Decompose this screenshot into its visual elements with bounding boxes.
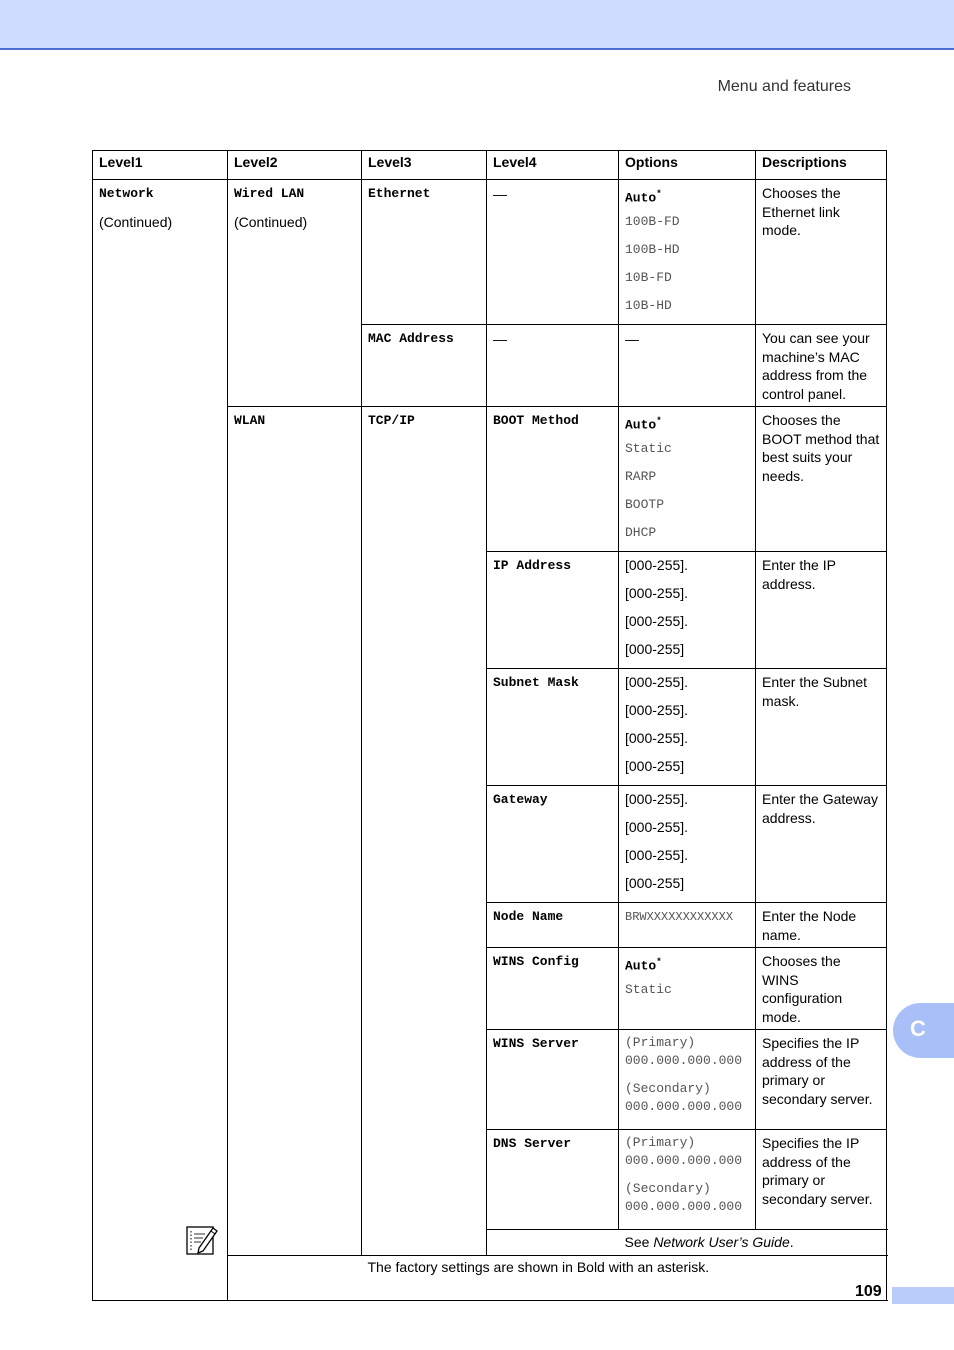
option-range: [000-255]. [625,702,689,718]
option-default: Auto* [625,416,662,433]
section-tab-c [893,1003,954,1058]
level3-ethernet: Ethernet [368,186,431,201]
primary-label: (Primary) [625,1135,696,1150]
wins-server-options-cell [619,1030,756,1130]
note-pencil-icon [185,1222,219,1256]
secondary-value: 000.000.000.000 [625,1099,743,1114]
level4-node-name: Node Name [493,909,564,924]
level4-wins-server: WINS Server [493,1036,579,1051]
level3-tcpip: TCP/IP [368,413,415,428]
level4-dash: — [493,331,507,347]
level4-wins-config: WINS Config [493,954,579,969]
level4-dns-server-cell [487,1130,619,1230]
page-number-bar [892,1287,954,1304]
table-header-row [93,151,887,180]
secondary-label: (Secondary) [625,1081,711,1096]
level2-wlan-cell [228,407,362,1256]
wins-config-description: Chooses the WINS configuration mode. [756,948,887,1030]
level4-subnet-mask: Subnet Mask [493,675,579,690]
level4-ip-cell [487,552,619,669]
option-range: [000-255]. [625,847,689,863]
section-tab-label: C [910,1016,926,1041]
option-item: BRWXXXXXXXXXXXX [625,910,734,924]
secondary-label: (Secondary) [625,1181,711,1196]
header-level1: Level1 [93,151,228,180]
header-level4: Level4 [487,151,619,180]
level3-mac-address: MAC Address [368,331,454,346]
level4-ip-address: IP Address [493,558,572,573]
boot-options-cell [619,407,756,552]
option-default: Auto* [625,957,662,974]
level4-boot-method: BOOT Method [493,413,579,428]
level4-gateway-cell [487,786,619,903]
option-range: [000-255] [625,641,685,657]
header-options: Options [619,151,756,180]
ethernet-description: Chooses the Ethernet link mode. [756,180,887,325]
menu-table [92,150,887,1301]
header-descriptions: Descriptions [756,151,887,180]
level1-cell [93,180,228,1301]
option-item: RARP [625,469,657,484]
wins-server-description: Specifies the IP address of the primary or secondary server. [756,1030,887,1130]
option-item: 10B-HD [625,298,672,313]
level2-wired-lan: Wired LAN [234,186,305,201]
option-default: Auto* [625,189,662,206]
header-level2: Level2 [228,151,362,180]
option-range: [000-255]. [625,557,689,573]
option-item: 10B-FD [625,270,672,285]
primary-label: (Primary) [625,1035,696,1050]
level4-boot-cell [487,407,619,552]
node-description: Enter the Node name. [756,903,887,948]
secondary-value: 000.000.000.000 [625,1199,743,1214]
level4-dns-server: DNS Server [493,1136,572,1151]
subnet-options-cell [619,669,756,786]
boot-description: Chooses the BOOT method that best suits your needs. [756,407,887,552]
page-number: 109 [855,1283,882,1300]
dns-server-options-cell [619,1130,756,1230]
mac-description: You can see your machine’s MAC address from the control panel. [756,325,887,407]
option-range: [000-255] [625,758,685,774]
wins-config-options-cell [619,948,756,1030]
option-range: [000-255]. [625,674,689,690]
page-header-title: Menu and features [717,78,851,95]
option-item: 100B-FD [625,214,680,229]
option-range: [000-255] [625,875,685,891]
guide-title: Network User’s Guide [653,1234,790,1250]
level4-subnet-cell [487,669,619,786]
level1-network: Network [99,186,154,201]
top-banner [0,0,954,50]
option-item: DHCP [625,525,657,540]
level4-mac-cell [487,325,619,407]
level4-ethernet-cell [487,180,619,325]
header-level3: Level3 [362,151,487,180]
option-item: 100B-HD [625,242,680,257]
footnote-see: See Network User’s Guide. [619,1230,887,1256]
level4-gateway: Gateway [493,792,548,807]
level3-tcpip-cell [362,407,487,1256]
level4-dash: — [493,186,507,202]
option-range: [000-255]. [625,585,689,601]
gateway-options-cell [619,786,756,903]
subnet-description: Enter the Subnet mask. [756,669,887,786]
level3-ethernet-cell [362,180,487,325]
level4-wins-config-cell [487,948,619,1030]
primary-value: 000.000.000.000 [625,1153,743,1168]
table-row [93,180,887,325]
level4-node-cell [487,903,619,948]
ip-description: Enter the IP address. [756,552,887,669]
footnote-factory: The factory settings are shown in Bold with an asterisk. [362,1256,887,1301]
option-range: [000-255]. [625,819,689,835]
level3-mac-cell [362,325,487,407]
level2-wired-cell [228,180,362,407]
mac-options-cell [619,325,756,407]
option-range: [000-255]. [625,730,689,746]
level2-continued: (Continued) [234,214,308,230]
level1-continued: (Continued) [99,214,173,230]
option-range: [000-255]. [625,791,689,807]
option-range: [000-255]. [625,613,689,629]
option-item: Static [625,982,672,997]
level4-wins-server-cell [487,1030,619,1130]
level2-wlan: WLAN [234,413,266,428]
ip-options-cell [619,552,756,669]
gateway-description: Enter the Gateway address. [756,786,887,903]
ethernet-options-cell [619,180,756,325]
option-dash: — [625,331,639,347]
primary-value: 000.000.000.000 [625,1053,743,1068]
dns-server-description: Specifies the IP address of the primary or secondary server. [756,1130,887,1230]
option-item: Static [625,441,672,456]
node-options-cell [619,903,756,948]
option-item: BOOTP [625,497,665,512]
